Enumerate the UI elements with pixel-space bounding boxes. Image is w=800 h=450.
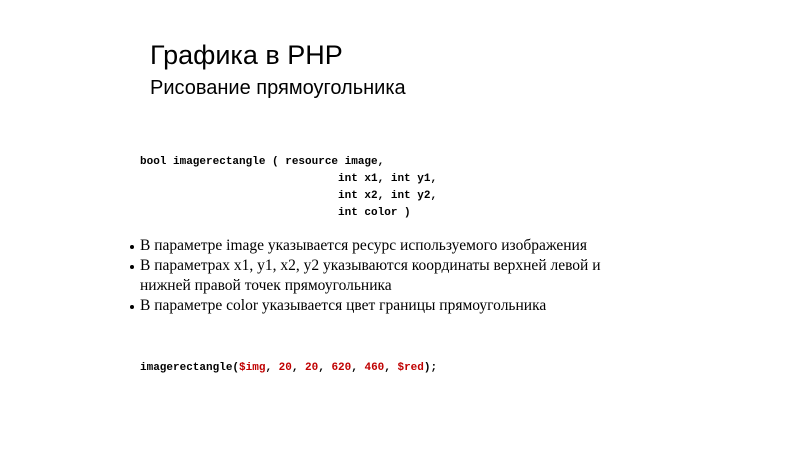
code-separator: , bbox=[291, 362, 306, 374]
bullet-text: В параметре color указывается цвет границы прямоугольника bbox=[140, 297, 547, 314]
signature-line-1: bool imagerectangle ( resource image, bbox=[140, 156, 385, 168]
code-var-img: $img bbox=[239, 362, 266, 374]
code-var-color: $red bbox=[397, 362, 424, 374]
code-separator: , bbox=[318, 362, 332, 374]
code-arg-y2: 460 bbox=[364, 362, 385, 374]
code-separator: , bbox=[265, 362, 279, 374]
bullet-list bbox=[130, 236, 650, 316]
code-separator: , bbox=[351, 362, 365, 374]
bullet-text: В параметрах x1, y1, x2, y2 указываются координаты верхней левой и нижней правой точек прямоугольника bbox=[140, 257, 601, 294]
example-call bbox=[140, 360, 437, 377]
slide-subtitle: Рисование прямоугольника bbox=[150, 77, 406, 99]
bullet-item-image bbox=[130, 236, 650, 256]
code-arg-x1: 20 bbox=[278, 362, 292, 374]
signature-line-3: int x2, int y2, bbox=[140, 190, 438, 202]
bullet-dot-icon bbox=[130, 245, 134, 249]
code-separator: , bbox=[384, 362, 398, 374]
signature-line-2: int x1, int y1, bbox=[140, 173, 438, 185]
function-signature bbox=[140, 154, 437, 222]
bullet-text: В параметре image указывается ресурс используемого изображения bbox=[140, 237, 587, 254]
bullet-dot-icon bbox=[130, 305, 134, 309]
slide-title: Графика в PHP bbox=[150, 40, 343, 70]
bullet-dot-icon bbox=[130, 265, 134, 269]
code-arg-y1: 20 bbox=[305, 362, 319, 374]
signature-line-4: int color ) bbox=[140, 207, 411, 219]
code-close: ); bbox=[423, 362, 438, 374]
bullet-item-color bbox=[130, 296, 650, 316]
code-function-name: imagerectangle( bbox=[140, 362, 240, 374]
bullet-item-coordinates bbox=[130, 256, 650, 296]
code-arg-x2: 620 bbox=[331, 362, 352, 374]
